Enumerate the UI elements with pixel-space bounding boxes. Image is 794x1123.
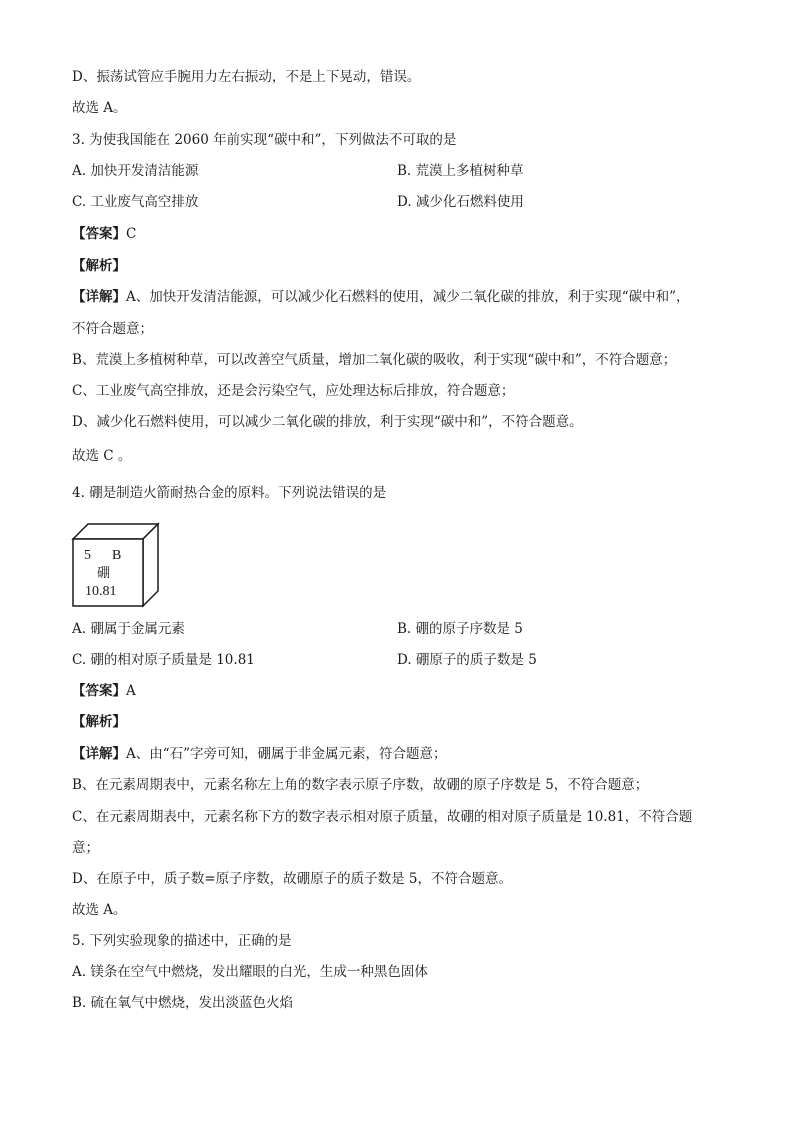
q4-answer-tag: 【答案】	[72, 683, 126, 699]
q4-option-d: D. 硼原子的质子数是 5	[397, 652, 537, 668]
q3-conclusion: 故选 C 。	[72, 448, 132, 464]
q5-option-b: B. 硫在氧气中燃烧，发出淡蓝色火焰	[72, 995, 294, 1011]
q4-option-c: C. 硼的相对原子质量是 10.81	[72, 652, 255, 668]
q4-conclusion: 故选 A。	[72, 902, 127, 918]
q4-detail-d: D、在原子中，质子数=原子序数，故硼原子的质子数是 5，不符合题意。	[72, 871, 513, 887]
q4-detail-a-text: A、由“石”字旁可知，硼属于非金属元素，符合题意；	[126, 746, 447, 762]
q4-option-b: B. 硼的原子序数是 5	[397, 621, 523, 637]
q3-answer	[72, 225, 136, 243]
q3-detail-d: D、减少化石燃料使用，可以减少二氧化碳的排放，利于实现“碳中和”，不符合题意。	[72, 414, 583, 430]
element-symbol: B	[112, 548, 122, 563]
element-atomic-mass: 10.81	[85, 584, 117, 599]
q3-option-d: D. 减少化石燃料使用	[397, 194, 524, 210]
q3-stem: 3. 为使我国能在 2060 年前实现“碳中和”，下列做法不可取的是	[72, 132, 457, 148]
element-name: 硼	[97, 566, 111, 581]
q4-detail-a	[72, 745, 447, 763]
q4-option-a: A. 硼属于金属元素	[72, 621, 185, 637]
q3-detail-tag: 【详解】	[72, 289, 126, 305]
q5-option-a: A. 镁条在空气中燃烧，发出耀眼的白光，生成一种黑色固体	[72, 964, 428, 980]
q3-option-b: B. 荒漠上多植树种草	[397, 163, 524, 179]
q3-analysis-tag: 【解析】	[72, 258, 126, 274]
element-atomic-number: 5	[84, 548, 91, 563]
q4-detail-b: B、在元素周期表中，元素名称左上角的数字表示原子序数，故硼的原子序数是 5，不符合题意；	[72, 777, 649, 793]
q4-answer-value: A	[126, 683, 136, 699]
q3-detail-a	[72, 288, 690, 306]
q3-detail-a-text: A、加快开发清洁能源，可以减少化石燃料的使用，减少二氧化碳的排放，利于实现“碳中和”，	[126, 289, 690, 305]
q3-detail-c: C、工业废气高空排放，还是会污染空气，应处理达标后排放，符合题意；	[72, 383, 515, 399]
q4-detail-c-cont: 意；	[72, 840, 99, 856]
q4-answer	[72, 682, 136, 700]
q2-option-d-explanation: D、振荡试管应手腕用力左右振动，不是上下晃动，错误。	[72, 69, 421, 85]
q4-stem: 4. 硼是制造火箭耐热合金的原料。下列说法错误的是	[72, 485, 387, 501]
element-tile-boron	[70, 519, 160, 609]
q5-stem: 5. 下列实验现象的描述中，正确的是	[72, 933, 292, 949]
element-tile-cube-outline	[70, 519, 160, 609]
q3-answer-tag: 【答案】	[72, 226, 126, 242]
q3-option-c: C. 工业废气高空排放	[72, 194, 199, 210]
q3-detail-b: B、荒漠上多植树种草，可以改善空气质量，增加二氧化碳的吸收，利于实现“碳中和”，不符合题意；	[72, 352, 677, 368]
q3-answer-value: C	[126, 226, 137, 242]
q3-option-a: A. 加快开发清洁能源	[72, 163, 199, 179]
q4-analysis-tag: 【解析】	[72, 714, 126, 730]
q2-conclusion: 故选 A。	[72, 100, 127, 116]
q3-detail-a-cont: 不符合题意；	[72, 321, 153, 337]
q4-detail-tag: 【详解】	[72, 746, 126, 762]
q4-detail-c: C、在元素周期表中，元素名称下方的数字表示相对原子质量，故硼的相对原子质量是 10.81，不符合题	[72, 809, 693, 825]
